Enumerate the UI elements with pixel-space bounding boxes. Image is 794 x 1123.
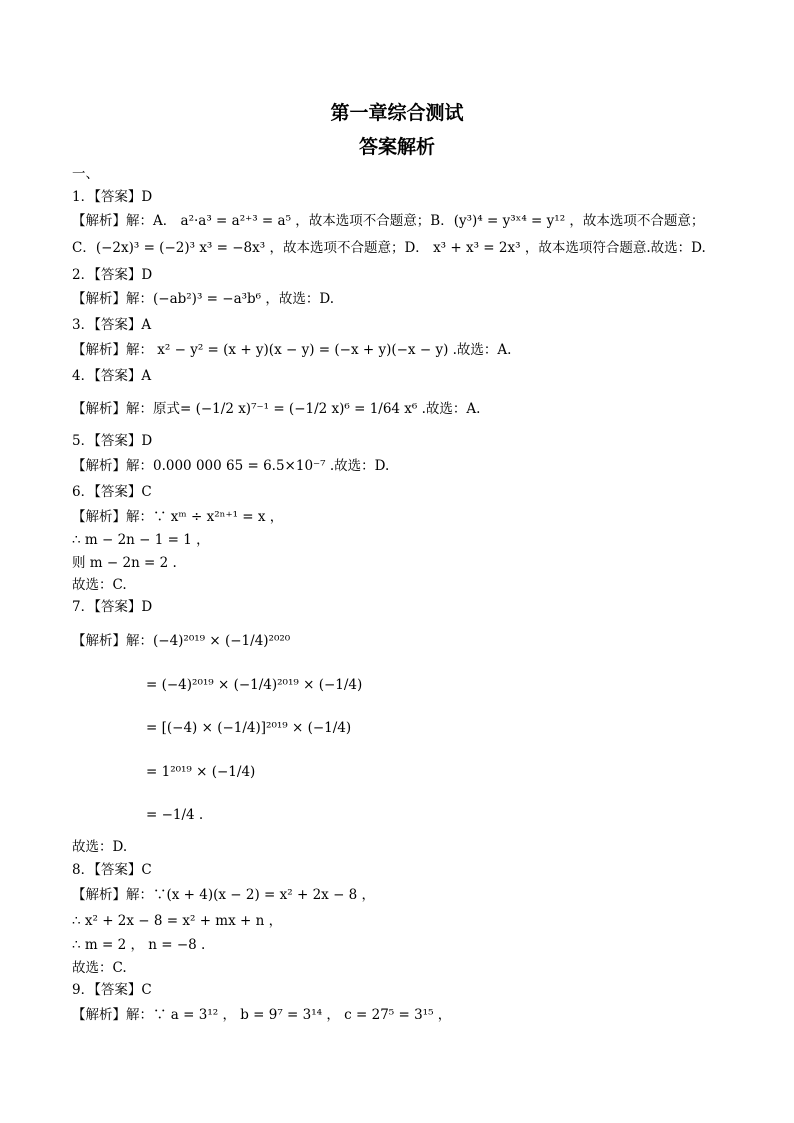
q1-solution-line-1: 【解析】解：A． a²·a³ = a²⁺³ = a⁵ ，故本选项不合题意；B．(y³)⁴ = y³ˣ⁴ = y¹² ，故本选项不合题意；: [72, 213, 705, 229]
q6-solution-line-1: 【解析】解：∵ xᵐ ÷ x²ⁿ⁺¹ = x ，: [72, 509, 284, 525]
q3-answer: 3．【答案】A: [72, 317, 152, 333]
q6-solution-line-3: 则 m − 2n = 2 .: [72, 555, 177, 571]
q4-answer: 4．【答案】A: [72, 368, 152, 384]
section-heading: 一、: [72, 166, 99, 182]
q8-solution-line-1: 【解析】解：∵(x + 4)(x − 2) = x² + 2x − 8 ，: [72, 887, 376, 903]
q9-solution-line-1: 【解析】解：∵ a = 3¹² ， b = 9⁷ = 3¹⁴ ， c = 27⁵ = 3¹⁵ ，: [72, 1007, 452, 1023]
q8-solution-line-4: 故选：C.: [72, 960, 127, 976]
page-subtitle: 答案解析: [358, 136, 435, 158]
q3-solution-line-1: 【解析】解： x² − y² = (x + y)(x − y) = (−x + y)(−x − y) .故选：A.: [72, 342, 512, 358]
q8-solution-line-3: ∴ m = 2 ， n = −8 .: [72, 937, 206, 953]
q7-step-3: = 1²⁰¹⁹ × (−1/4): [146, 764, 256, 780]
q8-solution-line-2: ∴ x² + 2x − 8 = x² + mx + n ，: [72, 913, 283, 929]
q2-solution-line-1: 【解析】解：(−ab²)³ = −a³b⁶ ，故选：D.: [72, 291, 335, 307]
q1-solution-line-2: C．(−2x)³ = (−2)³ x³ = −8x³ ，故本选项不合题意；D． x³ + x³ = 2x³ ，故本选项符合题意.故选：D.: [72, 240, 706, 256]
q6-solution-line-4: 故选：C.: [72, 577, 127, 593]
q2-answer: 2．【答案】D: [72, 267, 153, 283]
q7-solution-line-1: 【解析】解：(−4)²⁰¹⁹ × (−1/4)²⁰²⁰: [72, 633, 291, 649]
q7-solution-line-2: 故选：D.: [72, 839, 128, 855]
q5-answer: 5．【答案】D: [72, 433, 153, 449]
q7-step-2: = [(−4) × (−1/4)]²⁰¹⁹ × (−1/4): [146, 720, 352, 736]
q8-answer: 8．【答案】C: [72, 862, 152, 878]
q6-answer: 6．【答案】C: [72, 484, 152, 500]
q4-solution-line-1: 【解析】解：原式= (−1/2 x)⁷⁻¹ = (−1/2 x)⁶ = 1/64 x⁶ .故选：A.: [72, 401, 481, 417]
q7-step-1: = (−4)²⁰¹⁹ × (−1/4)²⁰¹⁹ × (−1/4): [146, 677, 363, 693]
page-title: 第一章综合测试: [330, 102, 464, 124]
q7-step-4: = −1/4 .: [146, 807, 204, 823]
q1-answer: 1．【答案】D: [72, 189, 153, 205]
q6-solution-line-2: ∴ m − 2n − 1 = 1 ，: [72, 532, 210, 548]
q7-answer: 7．【答案】D: [72, 599, 153, 615]
q5-solution-line-1: 【解析】解：0.000 000 65 = 6.5×10⁻⁷ .故选：D.: [72, 458, 390, 474]
q9-answer: 9．【答案】C: [72, 982, 152, 998]
